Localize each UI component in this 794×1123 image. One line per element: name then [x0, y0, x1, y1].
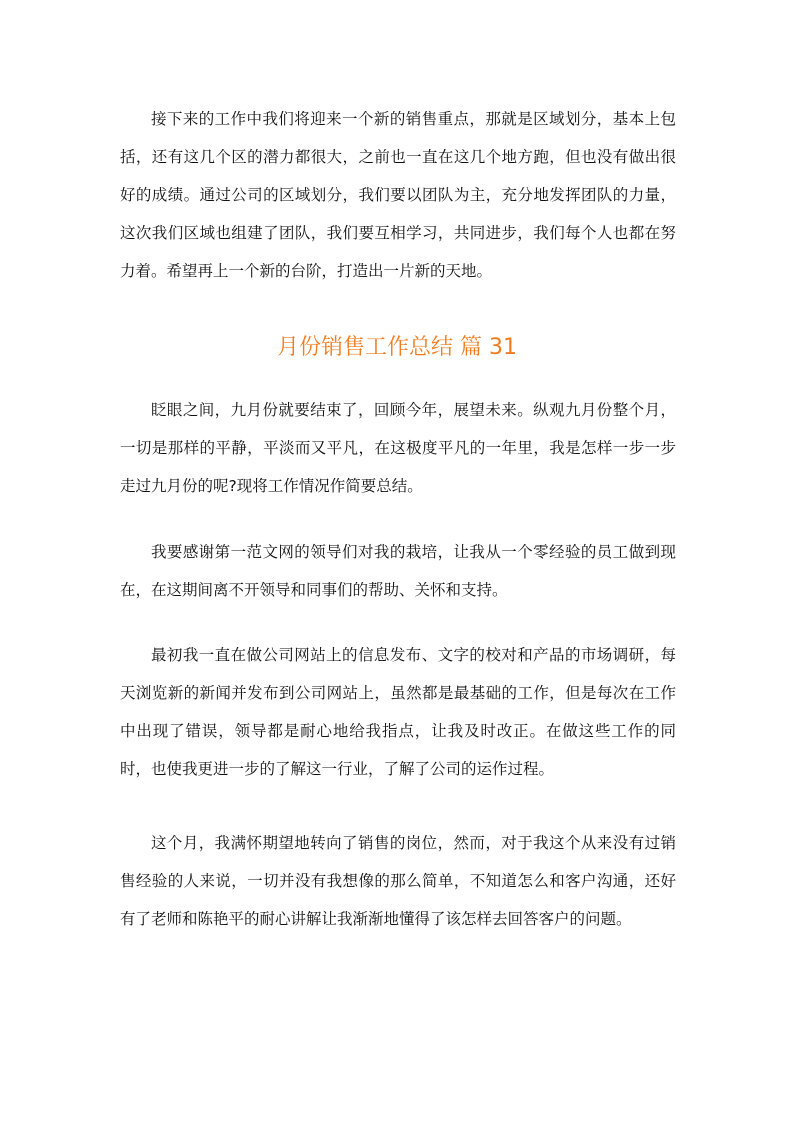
section-title: 月份销售工作总结 篇 31 — [277, 335, 517, 360]
intro-paragraph: 接下来的工作中我们将迎来一个新的销售重点，那就是区域划分，基本上包括，还有这几个区的潜力都很大，之前也一直在这几个地方跑，但也没有做出很好的成绩。通过公司的区域划分，我们要以团队为主，充分地发挥团队的力量，这次我们区域也组建了团队，我们要互相学习，共同进步，我们每个人也都在努力着。希望再上一个新的台阶，打造出一片新的天地。 — [120, 110, 676, 280]
paragraph-4: 这个月，我满怀期望地转向了销售的岗位，然而，对于我这个从来没有过销售经验的人来说，一切并没有我想像的那么简单，不知道怎么和客户沟通，还好有了老师和陈艳平的耐心讲解让我渐渐地懂得了该怎样去回答客户的问题。 — [120, 834, 676, 928]
paragraph-2: 我要感谢第一范文网的领导们对我的栽培，让我从一个零经验的员工做到现在，在这期间离不开领导和同事们的帮助、关怀和支持。 — [120, 543, 676, 599]
paragraph-3: 最初我一直在做公司网站上的信息发布、文字的校对和产品的市场调研，每天浏览新的新闻并发布到公司网站上，虽然都是最基础的工作，但是每次在工作中出现了错误，领导都是耐心地给我指点，让我及时改正。在做这些工作的同时，也使我更进一步的了解这一行业，了解了公司的运作过程。 — [120, 646, 676, 778]
paragraph-1: 眨眼之间，九月份就要结束了，回顾今年，展望未来。纵观九月份整个月，一切是那样的平静，平淡而又平凡，在这极度平凡的一年里，我是怎样一步一步走过九月份的呢?现将工作情况作简要总结。 — [120, 401, 676, 495]
